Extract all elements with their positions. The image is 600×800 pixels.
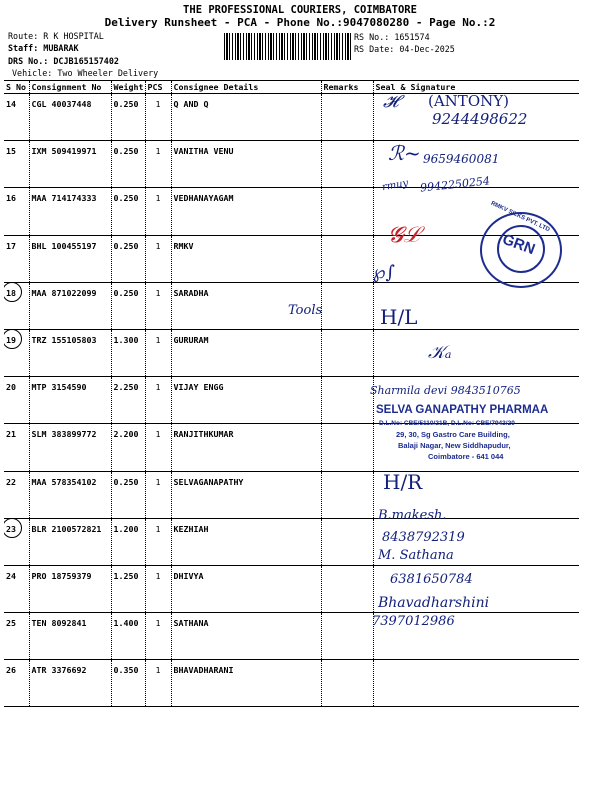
sno-cell-text: 22 [6,476,16,487]
weight-cell-text: 2.250 [113,382,139,393]
weight-cell [111,660,145,707]
table-row [4,660,579,707]
consignment-cell-text: IXM 509419971 [31,146,97,157]
signature-r18: ℘∫ [373,262,395,283]
consignment-cell-text: TRZ 155105803 [31,334,97,345]
remarks-cell [321,188,373,235]
weight-cell-text: 0.250 [113,193,139,204]
consignee-cell [171,565,321,612]
consignee-cell-text: GURURAM [173,334,209,345]
weight-cell [111,565,145,612]
weight-cell-text: 0.250 [113,240,139,251]
handwritten-name-r25: M. Sathana [378,548,454,563]
col-pcs: PCS [145,81,171,94]
route-label: Route: R K HOSPITAL [8,31,104,41]
pcs-cell [145,329,171,376]
pharmacy-stamp-name: SELVA GANAPATHY PHARMAA [376,404,549,416]
table-row [4,471,579,518]
pcs-cell [145,188,171,235]
sno-cell [4,660,29,707]
sno-cell-text: 21 [6,429,16,440]
sno-cell [4,565,29,612]
weight-cell-text: 0.250 [113,99,139,109]
consignee-cell [171,188,321,235]
pcs-cell [145,235,171,282]
col-consignee: Consignee Details [171,81,321,94]
weight-cell [111,377,145,424]
consignment-cell-text: BHL 100455197 [31,240,97,251]
staff-label: Staff: MUBARAK [8,43,79,53]
handwritten-note-r19: Tools [288,303,323,318]
handwritten-phone-r16: 9942250254 [419,174,491,195]
weight-cell [111,188,145,235]
col-remarks: Remarks [321,81,373,94]
consignee-cell [171,377,321,424]
handwritten-name-r14: (ANTONY) [428,92,509,110]
consignment-cell-text: MTP 3154590 [31,382,87,393]
signature-r19: H/L [380,305,418,329]
consignee-cell-text: SELVAGANAPATHY [173,476,244,487]
consignee-cell [171,141,321,188]
sno-cell-text: 15 [6,146,16,157]
sno-cell-text: 18 [6,287,16,298]
consignee-cell-text: VEDHANAYAGAM [173,193,234,204]
consignment-cell [29,565,111,612]
weight-cell-text: 1.200 [113,523,139,534]
signature-r20: 𝒦ₐ [428,342,452,363]
sno-cell-text: 25 [6,618,16,629]
remarks-cell [321,235,373,282]
pcs-cell-text: 1 [155,382,161,393]
pcs-cell [145,471,171,518]
table-row [4,613,579,660]
sno-cell [4,613,29,660]
sno-cell [4,424,29,471]
table-row [4,518,579,565]
hand-drawn-circle [4,282,22,302]
remarks-cell [321,94,373,141]
sno-cell-text: 24 [6,570,16,581]
consignment-cell [29,518,111,565]
consignee-cell [171,471,321,518]
sno-cell [4,329,29,376]
consignee-cell-text: VANITHA VENU [173,146,234,157]
consignment-cell-text: MAA 578354102 [31,476,97,487]
remarks-cell [321,660,373,707]
remarks-cell [321,424,373,471]
weight-cell-text: 1.250 [113,570,139,581]
pharmacy-stamp-address3: Coimbatore - 641 044 [428,452,504,461]
consignment-cell [29,94,111,141]
consignment-cell [29,141,111,188]
sno-cell [4,377,29,424]
consignment-cell [29,471,111,518]
drs-label: DRS No.: DCJB165157402 [8,56,119,66]
pcs-cell-text: 1 [155,618,161,629]
weight-cell [111,141,145,188]
hand-drawn-circle [4,329,22,349]
consignee-cell [171,518,321,565]
remarks-cell [321,377,373,424]
weight-cell [111,518,145,565]
consignee-cell [171,235,321,282]
sno-cell-text: 17 [6,240,16,251]
weight-cell [111,282,145,329]
sno-cell [4,141,29,188]
hand-drawn-circle [4,518,22,538]
consignment-cell-text: TEN 8092841 [31,618,87,629]
handwritten-phone-r26: 7397012986 [372,614,455,629]
consignee-cell-text: BHAVADHARANI [173,665,234,676]
sno-cell [4,518,29,565]
weight-cell [111,329,145,376]
consignee-cell-text: KEZHIAH [173,523,209,534]
company-title: THE PROFESSIONAL COURIERS, COIMBATORE [183,4,417,16]
remarks-cell [321,141,373,188]
weight-cell-text: 2.200 [113,429,139,440]
pcs-cell [145,660,171,707]
sno-cell [4,471,29,518]
consignment-cell [29,282,111,329]
signature-r15: ℛ~ [388,141,421,165]
pcs-cell [145,377,171,424]
consignee-cell [171,329,321,376]
consignee-cell-text: RMKV [173,240,194,251]
consignment-cell-text: PRO 18759379 [31,570,92,581]
consignee-cell [171,660,321,707]
seal-signature-cell [373,329,579,376]
handwritten-name-r24: B.makesh. [378,508,447,523]
remarks-cell [321,471,373,518]
sno-cell-text: 16 [6,193,16,204]
pharmacy-stamp-address1: 29, 30, Sg Gastro Care Building, [396,430,510,439]
sno-cell-text: 23 [6,523,16,534]
sno-cell [4,94,29,141]
weight-cell [111,94,145,141]
consignee-cell [171,613,321,660]
consignment-cell [29,660,111,707]
handwritten-phone-r15: 9659460081 [423,152,500,166]
weight-cell-text: 0.350 [113,665,139,676]
pcs-cell-text: 1 [155,287,161,298]
col-seal: Seal & Signature [373,81,579,94]
handwritten-phone-r24: 8438792319 [382,530,465,545]
weight-cell-text: 1.300 [113,334,139,345]
consignment-cell-text: MAA 714174333 [31,193,97,204]
barcode [224,33,351,60]
sno-cell-text: 20 [6,382,16,393]
consignment-cell [29,329,111,376]
sno-cell-text: 14 [6,99,16,109]
vehicle-label: Vehicle: Two Wheeler Delivery [12,68,159,78]
sno-cell [4,282,29,329]
pcs-cell [145,141,171,188]
signature-r23: H/R [383,470,423,494]
signature-r16: rmuy [381,177,410,194]
red-signature-r17: 𝓖ℒ [388,223,420,248]
pcs-cell-text: 1 [155,240,161,251]
seal-mark-text: GRN [500,230,538,259]
consignment-cell [29,377,111,424]
pcs-cell-text: 1 [155,476,161,487]
weight-cell-text: 1.400 [113,618,139,629]
weight-cell-text: 0.250 [113,476,139,487]
col-weight: Weight [111,81,145,94]
handwritten-r21: Sharmila devi 9843510765 [370,384,521,397]
consignee-cell-text: DHIVYA [173,570,204,581]
signature-r14: 𝓗 [383,92,399,112]
consignment-cell-text: BLR 2100572821 [31,523,102,534]
sno-cell [4,235,29,282]
rs-number: RS No.: 1651574 [354,32,430,42]
pcs-cell [145,518,171,565]
pcs-cell [145,565,171,612]
sno-cell [4,188,29,235]
pharmacy-stamp-address2: Balaji Nagar, New Siddhapudur, [398,441,511,450]
consignee-cell [171,424,321,471]
runsheet-title: Delivery Runsheet - PCA - Phone No.:9047080280 - Page No.:2 [104,16,496,29]
consignee-cell-text: RANJITHKUMAR [173,429,234,440]
pcs-cell-text: 1 [155,334,161,345]
seal-ring-text: RMKV SILKS PVT. LTD [489,200,551,234]
handwritten-name-r26: Bhavadharshini [378,595,490,611]
weight-cell-text: 0.250 [113,146,139,157]
weight-cell-text: 0.250 [113,287,139,298]
pcs-cell-text: 1 [155,193,161,204]
consignment-cell-text: CGL 40037448 [31,99,92,109]
col-sno: S No [4,81,29,94]
handwritten-phone-r14: 9244498622 [432,110,528,128]
seal-signature-cell [373,660,579,707]
pcs-cell [145,282,171,329]
consignee-cell-text: Q AND Q [173,99,209,109]
rs-date: RS Date: 04-Dec-2025 [354,44,455,54]
weight-cell [111,471,145,518]
consignment-cell [29,424,111,471]
remarks-cell [321,282,373,329]
pcs-cell-text: 1 [155,665,161,676]
consignee-cell-text: SARADHA [173,287,209,298]
handwritten-phone-r25: 6381650784 [390,572,473,587]
pcs-cell-text: 1 [155,99,161,109]
remarks-cell [321,518,373,565]
pharmacy-stamp-dl: D.L.No: CBE/5110/21B, D.L.No: CBE/7943/20 [379,420,515,427]
col-consignment: Consignment No [29,81,111,94]
pcs-cell-text: 1 [155,570,161,581]
consignee-cell [171,94,321,141]
weight-cell [111,613,145,660]
sno-cell-text: 19 [6,334,16,345]
pcs-cell [145,613,171,660]
weight-cell [111,424,145,471]
consignee-cell-text: VIJAY ENGG [173,382,224,393]
remarks-cell [321,565,373,612]
consignment-cell [29,613,111,660]
pcs-cell-text: 1 [155,523,161,534]
consignment-cell-text: ATR 3376692 [31,665,87,676]
pcs-cell-text: 1 [155,146,161,157]
remarks-cell [321,613,373,660]
pcs-cell [145,424,171,471]
weight-cell [111,235,145,282]
remarks-cell [321,329,373,376]
pcs-cell-text: 1 [155,429,161,440]
consignee-cell-text: SATHANA [173,618,209,629]
sno-cell-text: 26 [6,665,16,676]
table-row [4,565,579,612]
consignment-cell [29,235,111,282]
pcs-cell [145,94,171,141]
consignment-cell-text: SLM 383899772 [31,429,97,440]
consignment-cell-text: MAA 871022099 [31,287,97,298]
consignment-cell [29,188,111,235]
table-row [4,329,579,376]
